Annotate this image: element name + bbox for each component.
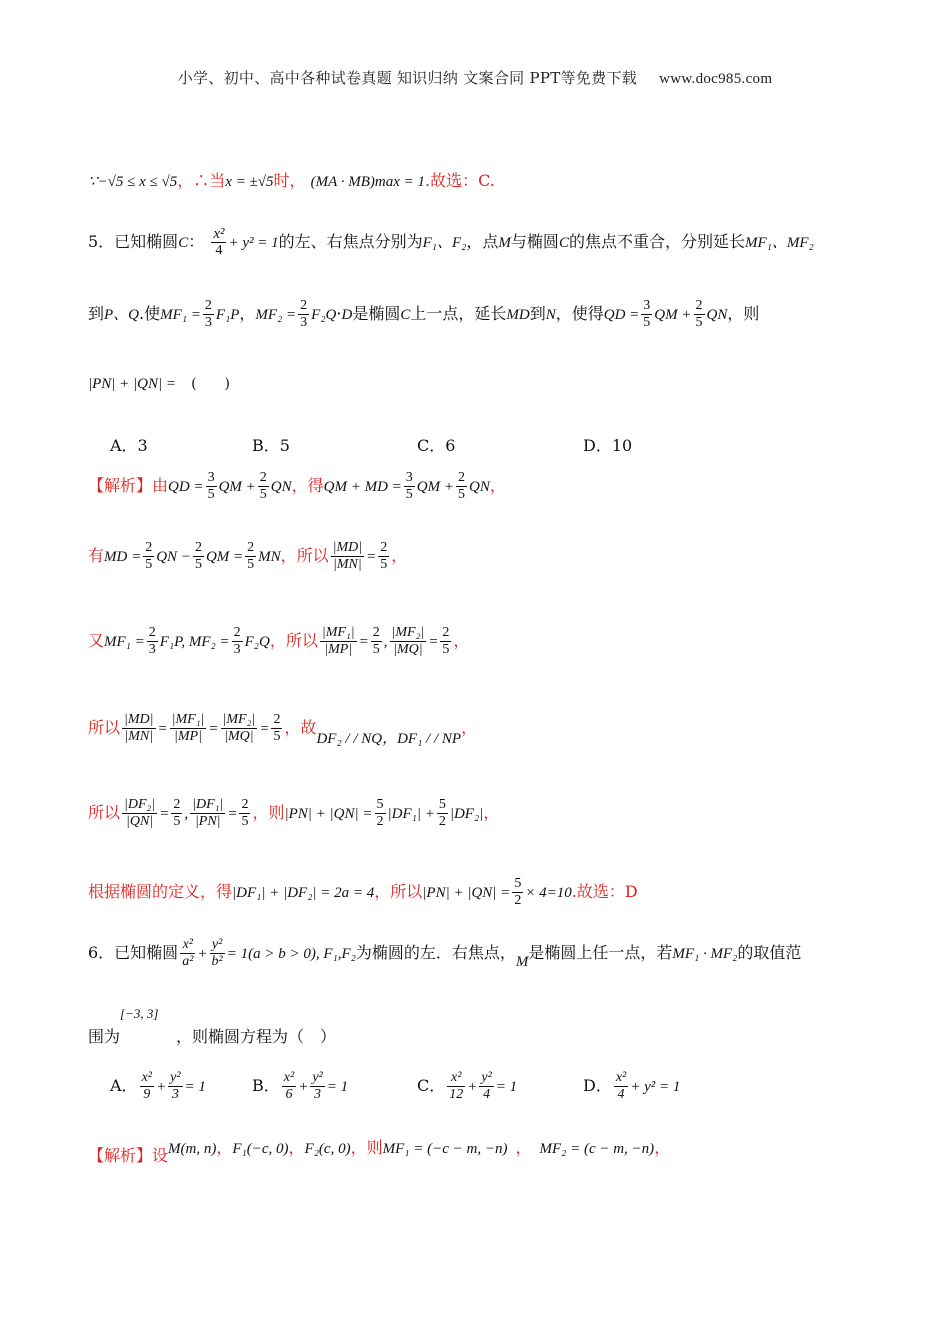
fraction: $\frac{2}{5}$ [173, 797, 181, 829]
q5-option-a: A．3 [110, 436, 148, 455]
math: |PN| + |QN| = [88, 376, 176, 392]
fraction: $\frac{2}{5}$ [259, 470, 267, 502]
math: QD = [168, 479, 204, 495]
fraction: $\frac{3}{5}$ [643, 298, 651, 330]
fraction: $\frac{2}{5}$ [241, 797, 249, 829]
math: MD [506, 307, 530, 323]
text: ，点 [466, 232, 499, 251]
math: = [366, 549, 377, 565]
math: MF₁ = (−c − m, −n) [382, 1141, 508, 1157]
math: QM + [654, 307, 692, 323]
text: 到 [88, 304, 105, 323]
text: ，则 [350, 1138, 383, 1157]
math: M [498, 235, 511, 251]
math-x: x = ±√5 [225, 174, 274, 190]
math: MD = [104, 549, 142, 565]
fraction: $\frac{\text{|MF₂|}}{|MQ|}$ [391, 625, 425, 657]
math: + [197, 946, 208, 962]
page-header [0, 67, 950, 88]
fraction: $\frac{2}{5}$ [695, 298, 703, 330]
math: N [545, 307, 556, 323]
q6-number: 6．已知椭圆 [88, 943, 179, 962]
text: .故选：C. [425, 171, 495, 190]
q5-option-d: D．10 [583, 436, 633, 455]
math: M [515, 954, 529, 970]
q5-option-c: C．6 [417, 436, 456, 455]
solution-tag: 【解析】 [88, 1146, 153, 1165]
fraction: $\frac{2}{3}$ [148, 625, 156, 657]
q5-number: 5．已知椭圆 [88, 232, 179, 251]
prev-solution-tail [88, 168, 495, 191]
fraction: $\frac{\text{y²}}{\text{b²}}$ [211, 937, 223, 969]
text: 根据椭圆的定义，得 [88, 882, 233, 901]
math-max: (MA · MB)max = 1 [310, 174, 426, 190]
text: ，所以 [280, 546, 329, 565]
math: P、Q [104, 307, 140, 323]
fraction: $\frac{\text{x²}}{4}$ [213, 226, 225, 258]
math: MN [258, 549, 281, 565]
math: |DF₂| [449, 806, 484, 822]
q5-option-b: B．5 [252, 436, 290, 455]
q6-option-d: D． $\frac{\text{x²}}{4}$ + y² = 1 [583, 1070, 681, 1102]
fraction: $\frac{\text{x²}}{\text{a²}}$ [182, 937, 194, 969]
text: .故选：D [571, 882, 638, 901]
text: ， [288, 1138, 305, 1157]
sol5-line6 [88, 876, 638, 909]
text: ，∴当 [177, 171, 226, 190]
fraction: $\frac{\text{|MF₂|}}{|MQ|}$ [222, 712, 256, 744]
q6-option-c: C． $\frac{\text{x²}}{12}$ + $\frac{\text{y²}}{4}$ = 1 [417, 1070, 518, 1102]
math: |PN| + |QN| = [422, 885, 511, 901]
math: QM + [416, 479, 454, 495]
sol6-line1 [88, 1135, 671, 1165]
text: 的焦点不重合，分别延长 [568, 232, 745, 251]
math: QD = [603, 307, 640, 323]
sol5-line4: 所以 $\frac{|MD|}{|MN|}$ = $\frac{\text{|MF₁|}}{|MP|}$ = $\frac{\text{|MF₂|}}{|MQ|}$ = $\frac{2}{5}$ ，故DF₂ / / NQ，DF₁ / / NP， [88, 712, 478, 747]
fraction: $\frac{\text{|DF₂|}}{|QN|}$ [124, 797, 156, 829]
math: = 1(a > b > 0), F₁,F₂ [226, 946, 356, 962]
text: ， [391, 546, 408, 565]
sol5-line2 [88, 540, 407, 573]
text: · [336, 304, 342, 323]
text: ， [654, 1138, 671, 1157]
text: ， [461, 718, 478, 737]
text: ，则 [252, 803, 285, 822]
q5-line3 [88, 373, 230, 393]
text: ，使得 [555, 304, 604, 323]
math: × 4=10 [525, 885, 572, 901]
math: F₂(c, 0) [304, 1141, 351, 1157]
text: 的取值范 [737, 943, 802, 962]
header-text: 小学、初中、高中各种试卷真题 知识归纳 文案合同 PPT等免费下载 [177, 69, 638, 87]
text: 又 [88, 631, 105, 650]
math: QM + [218, 479, 256, 495]
sol5-line5: 所以 $\frac{\text{|DF₂|}}{|QN|}$ = $\frac{2}{5}$ , $\frac{\text{|DF₁|}}{|PN|}$ = $\frac{2}{5}$ ，则|PN| + |QN| = $\frac{5}{2}$ |DF₁| + $\frac{5}{2}$ |DF₂|， [88, 797, 500, 829]
math: QN [270, 479, 292, 495]
fraction: $\frac{2}{5}$ [273, 712, 281, 744]
math: M(m, n) [168, 1141, 217, 1157]
text: ： [188, 232, 205, 251]
fraction: $\frac{\text{|MF₁|}}{|MP|}$ [321, 625, 355, 657]
text: ，则椭圆方程为（ ） [176, 1027, 337, 1046]
math: MF₁、MF₂ [744, 235, 814, 251]
fraction: $\frac{3}{5}$ [207, 470, 215, 502]
math: MF₁ · MF₂ [672, 946, 738, 962]
fraction: $\frac{|MD|}{|MN|}$ [124, 712, 154, 744]
text: 所以 [88, 718, 121, 737]
text: 设 [152, 1146, 169, 1165]
math-range: [−3, 3] [120, 1006, 159, 1021]
fraction: $\frac{2}{5}$ [194, 540, 202, 572]
math: QN − [156, 549, 191, 565]
q6-line1 [88, 937, 801, 970]
q6-option-b: B． $\frac{\text{x²}}{6}$ + $\frac{\text{y²}}{3}$ = 1 [252, 1070, 349, 1102]
math: MF₂ = [255, 307, 297, 323]
fraction: $\frac{|MD|}{|MN|}$ [332, 540, 363, 572]
text: ， [483, 803, 500, 822]
math: QM + MD = [323, 479, 402, 495]
text: ，所以 [374, 882, 423, 901]
fraction: $\frac{\text{|MF₁|}}{|MP|}$ [171, 712, 205, 744]
text: 所以 [88, 803, 121, 822]
text: 上一点，延长 [410, 304, 507, 323]
text: 由 [152, 476, 169, 495]
math: F₁P, MF₂ = [159, 634, 230, 650]
text: ，则 [727, 304, 760, 323]
header-site: www.doc985.com [659, 71, 773, 87]
text: 时， [273, 171, 306, 190]
fraction: $\frac{2}{3}$ [233, 625, 241, 657]
q6-option-a: A． $\frac{\text{x²}}{9}$ + $\frac{\text{y²}}{3}$ = 1 [110, 1070, 206, 1102]
math: |PN| + |QN| = [284, 806, 373, 822]
text: ， [216, 1138, 233, 1157]
math: MF₁ = [160, 307, 201, 323]
text: 的左、右焦点分别为 [278, 232, 423, 251]
fraction: $\frac{2}{5}$ [442, 625, 450, 657]
fraction: $\frac{2}{3}$ [300, 298, 308, 330]
text: 到 [529, 304, 546, 323]
text: ，所以 [269, 631, 318, 650]
math: QN [469, 479, 490, 495]
fraction: $\frac{2}{5}$ [247, 540, 255, 572]
math: |DF₁| + [387, 806, 435, 822]
math: C [400, 307, 411, 323]
text: 是椭圆上任一点，若 [528, 943, 673, 962]
math: F₁、F₂ [422, 235, 467, 251]
math: |DF₁| + |DF₂| = 2a = 4 [232, 885, 375, 901]
text: ， [489, 476, 506, 495]
text: ， [515, 1138, 532, 1157]
math: MF₁ = [104, 634, 145, 650]
text: .使 [139, 304, 161, 323]
text: ，得 [291, 476, 324, 495]
text: ， [239, 304, 256, 323]
fraction: $\frac{2}{3}$ [204, 298, 212, 330]
text: 与椭圆 [510, 232, 559, 251]
solution-tag: 【解析】 [88, 476, 153, 495]
fraction: $\frac{5}{2}$ [514, 876, 522, 908]
text: 为椭圆的左．右焦点， [355, 943, 516, 962]
math: D [341, 307, 353, 323]
math-range: ∵−√5 ≤ x ≤ √5 [88, 174, 178, 190]
fraction: $\frac{5}{2}$ [376, 797, 384, 829]
answer-blank: ( ) [191, 376, 231, 392]
fraction: $\frac{2}{5}$ [145, 540, 153, 572]
math: DF₂ / / NQ，DF₁ / / NP [316, 731, 462, 747]
text: ，故 [284, 718, 317, 737]
q5-line2 [88, 298, 759, 331]
sol5-line3: 又MF₁ = $\frac{2}{3}$ F₁P, MF₂ = $\frac{2}{3}$ F₂Q，所以 $\frac{\text{|MF₁|}}{|MP|}$ = $\frac{2}{5}$ , $\frac{\text{|MF₂|}}{|MQ|}$ = $\frac{2}{5}$ ， [88, 625, 470, 657]
fraction: $\frac{2}{5}$ [458, 470, 465, 502]
math: F₂Q [244, 634, 270, 650]
math: C [558, 235, 569, 251]
fraction: $\frac{5}{2}$ [438, 797, 446, 829]
math: + y² = 1 [228, 235, 279, 251]
fraction: $\frac{2}{5}$ [380, 540, 388, 572]
math: MF₂ = (c − m, −n) [539, 1141, 655, 1157]
math: QN [706, 307, 728, 323]
math: F₂Q [311, 307, 337, 323]
q6-line2 [88, 1006, 337, 1046]
q5-line1 [88, 226, 814, 259]
math: F₁(−c, 0) [232, 1141, 289, 1157]
text: 是椭圆 [352, 304, 401, 323]
fraction: $\frac{2}{5}$ [372, 625, 380, 657]
fraction: $\frac{3}{5}$ [405, 470, 413, 502]
text: ， [453, 631, 470, 650]
math: QM = [205, 549, 244, 565]
sol5-line1 [88, 470, 506, 503]
fraction: $\frac{\text{|DF₁|}}{|PN|}$ [192, 797, 224, 829]
text: 围为 [88, 1027, 121, 1046]
text: 有 [88, 546, 105, 565]
math: C [178, 235, 189, 251]
math: F₁P [215, 307, 240, 323]
